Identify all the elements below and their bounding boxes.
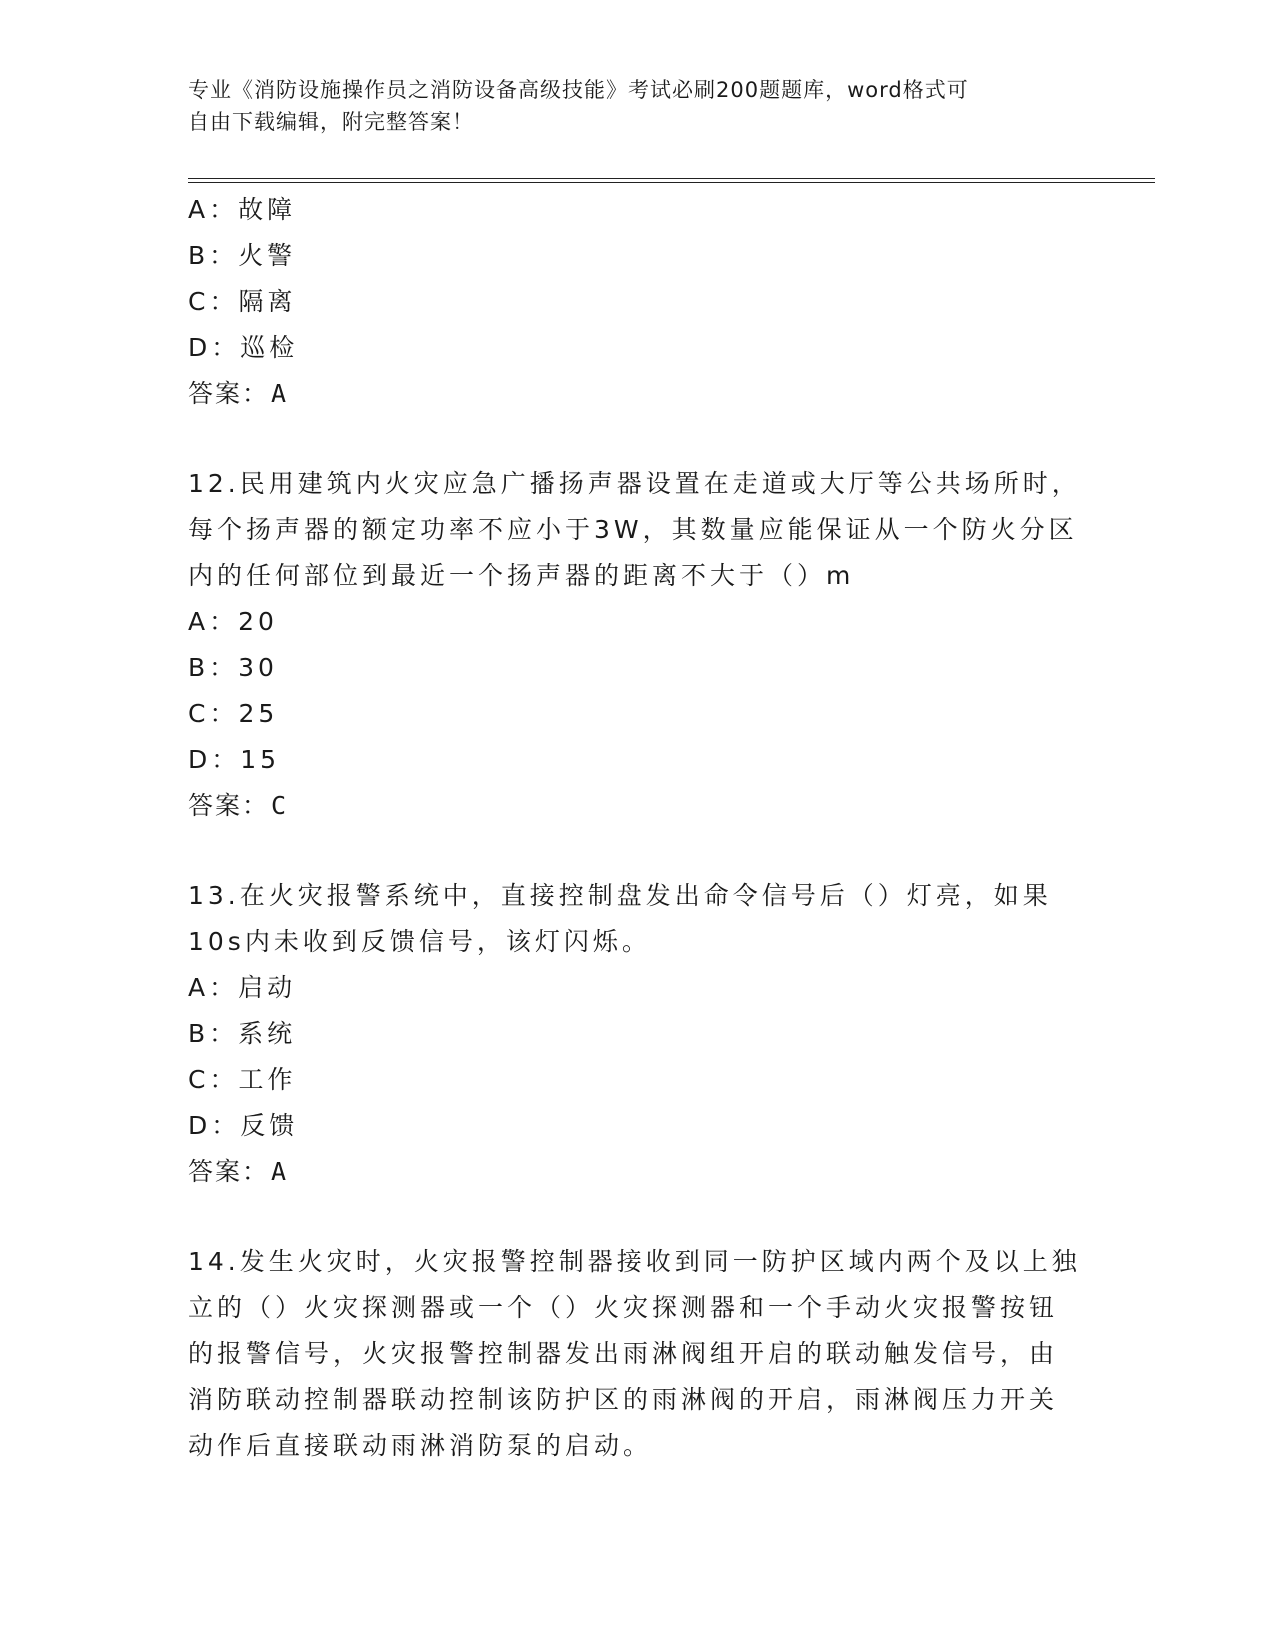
- option-b: B：30: [188, 653, 278, 682]
- option-d: D：15: [188, 745, 281, 774]
- answer-label: 答案：: [188, 379, 270, 408]
- header-divider-bottom: [188, 182, 1155, 183]
- answer-label: 答案：: [188, 791, 270, 820]
- question-stem-line: 13.在火灾报警系统中，直接控制盘发出命令信号后（）灯亮，如果: [188, 881, 1052, 910]
- document-header: [188, 74, 1068, 138]
- option-a: A：故障: [188, 195, 297, 224]
- option-c: C：25: [188, 699, 279, 728]
- question-14: [188, 1239, 1088, 1469]
- option-a: A：启动: [188, 973, 297, 1002]
- question-stem-line: 14.发生火灾时，火灾报警控制器接收到同一防护区域内两个及以上独: [188, 1247, 1081, 1276]
- answer-label: 答案：: [188, 1157, 270, 1186]
- question-content: [188, 187, 1088, 1469]
- answer-line: [188, 1149, 1088, 1195]
- option-b: B：火警: [188, 241, 297, 270]
- header-divider-top: [188, 178, 1155, 179]
- question-stem-line: 立的（）火灾探测器或一个（）火灾探测器和一个手动火灾报警按钮: [188, 1293, 1059, 1322]
- question-stem-line: 每个扬声器的额定功率不应小于3W，其数量应能保证从一个防火分区: [188, 515, 1078, 544]
- answer-value: A: [271, 379, 289, 408]
- answer-line: [188, 371, 1088, 417]
- question-stem-line: 消防联动控制器联动控制该防护区的雨淋阀的开启，雨淋阀压力开关: [188, 1385, 1059, 1414]
- question-stem-line: 动作后直接联动雨淋消防泵的启动。: [188, 1431, 653, 1460]
- answer-line: [188, 783, 1088, 829]
- answer-value: A: [271, 1157, 289, 1186]
- header-line-2: 自由下载编辑，附完整答案！: [188, 110, 474, 134]
- header-line-1: 专业《消防设施操作员之消防设备高级技能》考试必刷200题题库，word格式可: [188, 78, 969, 102]
- option-d: D：巡检: [188, 333, 299, 362]
- question-stem-line: 的报警信号，火灾报警控制器发出雨淋阀组开启的联动触发信号，由: [188, 1339, 1059, 1368]
- option-b: B：系统: [188, 1019, 297, 1048]
- question-stem-line: 12.民用建筑内火灾应急广播扬声器设置在走道或大厅等公共场所时，: [188, 469, 1081, 498]
- option-c: C：隔离: [188, 287, 297, 316]
- option-c: C：工作: [188, 1065, 297, 1094]
- option-a: A：20: [188, 607, 278, 636]
- answer-value: C: [271, 791, 289, 820]
- question-stem-line: 10s内未收到反馈信号，该灯闪烁。: [188, 927, 651, 956]
- question-stem-line: 内的任何部位到最近一个扬声器的距离不大于（）m: [188, 561, 855, 590]
- question-12: [188, 461, 1088, 829]
- option-d: D：反馈: [188, 1111, 299, 1140]
- question-13: [188, 873, 1088, 1195]
- question-11: [188, 187, 1088, 417]
